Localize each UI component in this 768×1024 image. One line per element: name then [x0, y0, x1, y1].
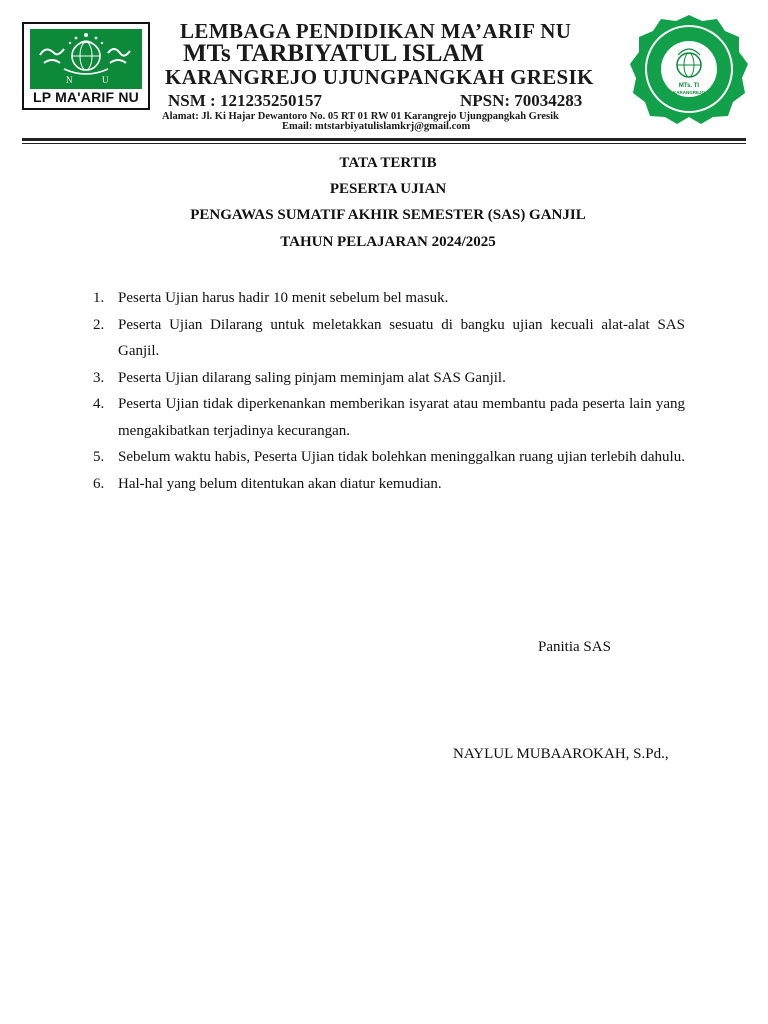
rule-number: 5.: [93, 449, 105, 465]
school-location: KARANGREJO UJUNGPANGKAH GRESIK: [165, 65, 594, 89]
logo-green-panel: [30, 29, 142, 89]
rule-number: 2.: [93, 316, 105, 333]
header-divider-thin: [22, 143, 746, 144]
header-divider-thick: [22, 138, 746, 141]
rule-item: [93, 391, 685, 444]
school-address: Alamat: Jl. Ki Hajar Dewantoro No. 05 RT 01 RW 01 Karangrejo Ujungpangkah Gresik: [162, 111, 559, 122]
rule-number: 6.: [93, 475, 105, 492]
institution-name: LEMBAGA PENDIDIKAN MA’ARIF NU: [180, 19, 572, 43]
rule-number: 1.: [93, 290, 105, 306]
signer-name: NAYLUL MUBAAROKAH, S.Pd.,: [453, 746, 669, 762]
rule-item: [93, 285, 685, 312]
rule-text: Peserta Ujian Dilarang untuk meletakkan sesuatu di bangku ujian kecuali alat-alat SAS Ganjil.: [118, 316, 685, 359]
committee-label: Panitia SAS: [538, 639, 611, 655]
seal-bottom-text: KARANGREJO: [672, 90, 706, 95]
exam-name: PENGAWAS SUMATIF AKHIR SEMESTER (SAS) GANJIL: [190, 207, 586, 223]
logo-letter-u: U: [102, 75, 109, 85]
school-seal-logo: [624, 13, 754, 125]
rule-number: 4.: [93, 396, 105, 412]
logo-caption: LP MA'ARIF NU: [32, 89, 139, 105]
rule-text: Sebelum waktu habis, Peserta Ujian tidak bolehkan meninggalkan ruang ujian terlebih dahulu.: [118, 449, 685, 465]
nu-globe-emblem-icon: [30, 29, 142, 89]
rule-text: Peserta Ujian dilarang saling pinjam meminjam alat SAS Ganjil.: [118, 369, 506, 386]
rule-item: [93, 312, 685, 365]
nsm-number: NSM : 121235250157: [168, 91, 322, 110]
madrasah-seal-icon: [624, 13, 754, 125]
academic-year: TAHUN PELAJARAN 2024/2025: [280, 234, 496, 250]
seal-center-text: MTs. TI: [678, 83, 700, 89]
rule-item: [93, 471, 685, 498]
logo-letter-n: N: [66, 75, 73, 85]
school-email: Email: mtstarbiyatulislamkrj@gmail.com: [282, 121, 471, 132]
rule-text: Hal-hal yang belum ditentukan akan diatur kemudian.: [118, 475, 442, 492]
document-subtitle: PESERTA UJIAN: [329, 181, 447, 197]
rule-number: 3.: [93, 369, 105, 386]
document-title: TATA TERTIB: [339, 155, 437, 171]
rules-list: [93, 285, 685, 497]
school-name: MTs TARBIYATUL ISLAM: [183, 40, 485, 67]
rule-item: [93, 365, 685, 392]
npsn-number: NPSN: 70034283: [460, 91, 583, 110]
rule-item: [93, 444, 685, 471]
rule-text: Peserta Ujian harus hadir 10 menit sebelum bel masuk.: [118, 290, 449, 306]
lp-maarif-nu-logo: [22, 22, 150, 110]
rule-text: Peserta Ujian tidak diperkenankan memberikan isyarat atau membantu pada peserta lain yang mengakibatkan terjadinya kecurangan.: [118, 396, 685, 439]
